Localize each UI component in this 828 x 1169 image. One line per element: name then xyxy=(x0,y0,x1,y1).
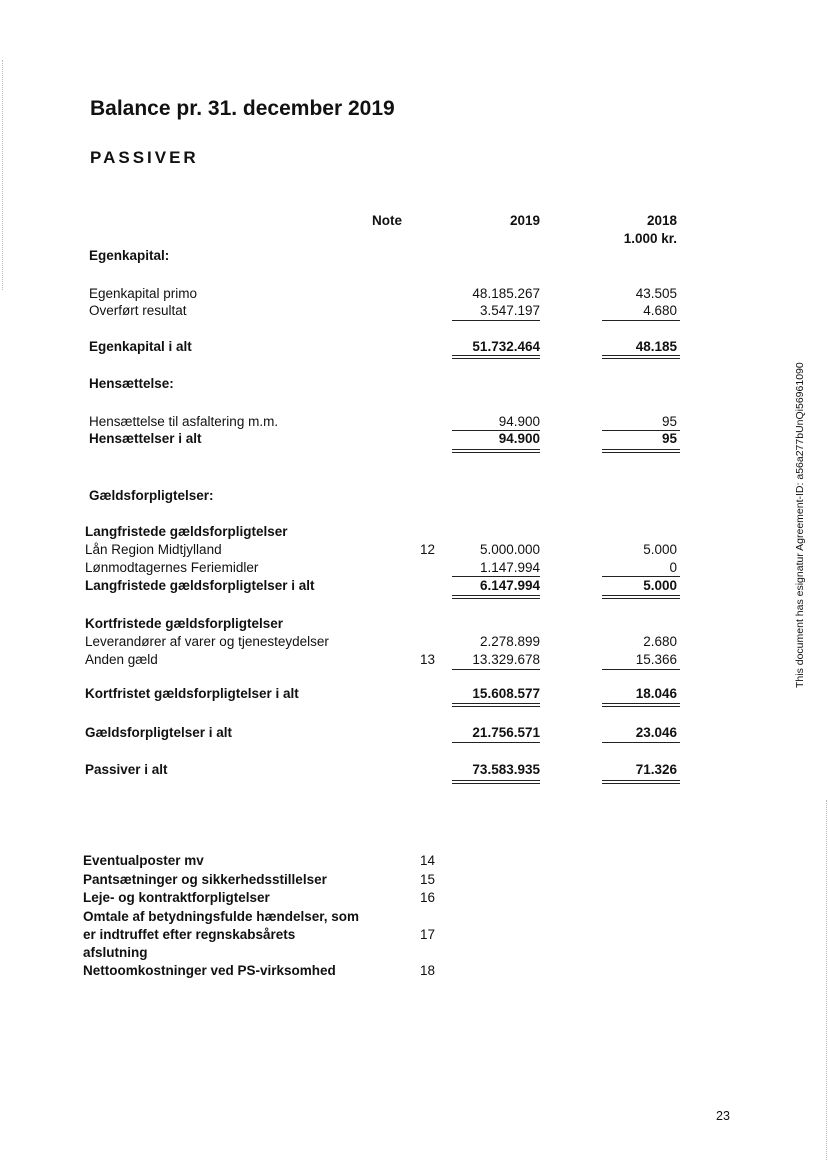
passiver-total-label: Passiver i alt xyxy=(85,762,168,777)
double-rule xyxy=(452,595,540,599)
rule xyxy=(452,320,540,321)
provisions-asphalt-label: Hensættelse til asfaltering m.m. xyxy=(89,414,279,429)
rule xyxy=(602,669,680,670)
double-rule xyxy=(602,595,680,599)
col-2018-unit: 1.000 kr. xyxy=(623,231,677,246)
rule xyxy=(602,320,680,321)
note-item-number: 14 xyxy=(419,853,435,868)
note-item-label-line2: er indtruffet efter regnskabsårets xyxy=(83,927,296,942)
equity-heading: Egenkapital: xyxy=(89,248,170,263)
double-rule xyxy=(602,703,680,707)
col-note-header: Note xyxy=(372,213,402,228)
short-total-label: Kortfristet gældsforpligtelser i alt xyxy=(85,686,299,701)
other-debt-2019: 13.329.678 xyxy=(472,652,540,667)
long-total-2019: 6.147.994 xyxy=(479,578,540,593)
page-title: Balance pr. 31. december 2019 xyxy=(90,97,395,120)
rule xyxy=(602,576,680,577)
provisions-total-2018: 95 xyxy=(661,431,677,446)
rule xyxy=(452,669,540,670)
rule xyxy=(602,742,680,743)
provisions-heading: Hensættelse: xyxy=(89,376,174,391)
note-item-number: 18 xyxy=(419,963,435,978)
short-term-heading: Kortfristede gældsforpligtelser xyxy=(85,616,284,631)
equity-result-label: Overført resultat xyxy=(89,303,187,318)
note-item-label: Pantsætninger og sikkerhedsstillelser xyxy=(83,872,327,887)
section-heading: PASSIVER xyxy=(90,148,199,167)
note-item-label-line3: afslutning xyxy=(83,945,148,960)
holiday-label: Lønmodtagernes Feriemidler xyxy=(85,560,259,575)
equity-total-2018: 48.185 xyxy=(635,339,677,354)
holiday-2019: 1.147.994 xyxy=(479,560,540,575)
liabilities-total-2018: 23.046 xyxy=(635,725,677,740)
equity-primo-2019: 48.185.267 xyxy=(472,286,540,301)
double-rule xyxy=(452,449,540,453)
short-total-2019: 15.608.577 xyxy=(472,686,540,701)
rule xyxy=(452,576,540,577)
double-rule xyxy=(452,355,540,359)
note-item-number: 16 xyxy=(419,890,435,905)
liabilities-total-label: Gældsforpligtelser i alt xyxy=(85,725,233,740)
note-item-number: 15 xyxy=(419,872,435,887)
note-item-label: Leje- og kontraktforpligtelser xyxy=(83,890,270,905)
loan-2018: 5.000 xyxy=(643,542,677,557)
liabilities-heading: Gældsforpligtelser: xyxy=(89,488,214,503)
note-item-label: Eventualposter mv xyxy=(83,853,204,868)
short-total-2018: 18.046 xyxy=(635,686,677,701)
long-total-2018: 5.000 xyxy=(643,578,677,593)
passiver-total-2019: 73.583.935 xyxy=(472,762,540,777)
esignatur-side-text: This document has esignatur Agreement-ID: a56a277bUnQi56961090 xyxy=(794,362,806,688)
suppliers-label: Leverandører af varer og tjenesteydelser xyxy=(85,634,329,649)
double-rule xyxy=(452,780,540,784)
provisions-asphalt-2018: 95 xyxy=(661,414,677,429)
other-debt-label: Anden gæld xyxy=(85,652,158,667)
other-debt-note: 13 xyxy=(419,652,435,667)
long-term-heading: Langfristede gældsforpligtelser xyxy=(85,524,288,539)
other-debt-2018: 15.366 xyxy=(635,652,677,667)
double-rule xyxy=(602,780,680,784)
long-total-label: Langfristede gældsforpligtelser i alt xyxy=(85,578,315,593)
col-2019-header: 2019 xyxy=(509,213,540,228)
double-rule xyxy=(452,703,540,707)
equity-result-2019: 3.547.197 xyxy=(479,303,540,318)
holiday-2018: 0 xyxy=(669,560,677,575)
provisions-total-2019: 94.900 xyxy=(498,431,540,446)
col-2018-header: 2018 xyxy=(646,213,677,228)
note-item-label-line1: Omtale af betydningsfulde hændelser, som xyxy=(83,909,360,924)
equity-primo-2018: 43.505 xyxy=(635,286,677,301)
suppliers-2019: 2.278.899 xyxy=(479,634,540,649)
provisions-total-label: Hensættelser i alt xyxy=(89,431,202,446)
rule xyxy=(452,742,540,743)
loan-label: Lån Region Midtjylland xyxy=(85,542,222,557)
scan-margin-mark xyxy=(2,60,3,290)
page-number: 23 xyxy=(716,1109,730,1123)
equity-result-2018: 4.680 xyxy=(643,303,677,318)
liabilities-total-2019: 21.756.571 xyxy=(472,725,540,740)
loan-2019: 5.000.000 xyxy=(479,542,540,557)
double-rule xyxy=(602,449,680,453)
equity-total-2019: 51.732.464 xyxy=(472,339,540,354)
scan-margin-mark xyxy=(826,800,827,1160)
double-rule xyxy=(602,355,680,359)
loan-note: 12 xyxy=(419,542,435,557)
equity-total-label: Egenkapital i alt xyxy=(89,339,192,354)
note-item-number: 17 xyxy=(419,927,435,942)
note-item-label: Nettoomkostninger ved PS-virksomhed xyxy=(83,963,336,978)
provisions-asphalt-2019: 94.900 xyxy=(498,414,540,429)
suppliers-2018: 2.680 xyxy=(643,634,677,649)
passiver-total-2018: 71.326 xyxy=(635,762,677,777)
equity-primo-label: Egenkapital primo xyxy=(89,286,198,301)
